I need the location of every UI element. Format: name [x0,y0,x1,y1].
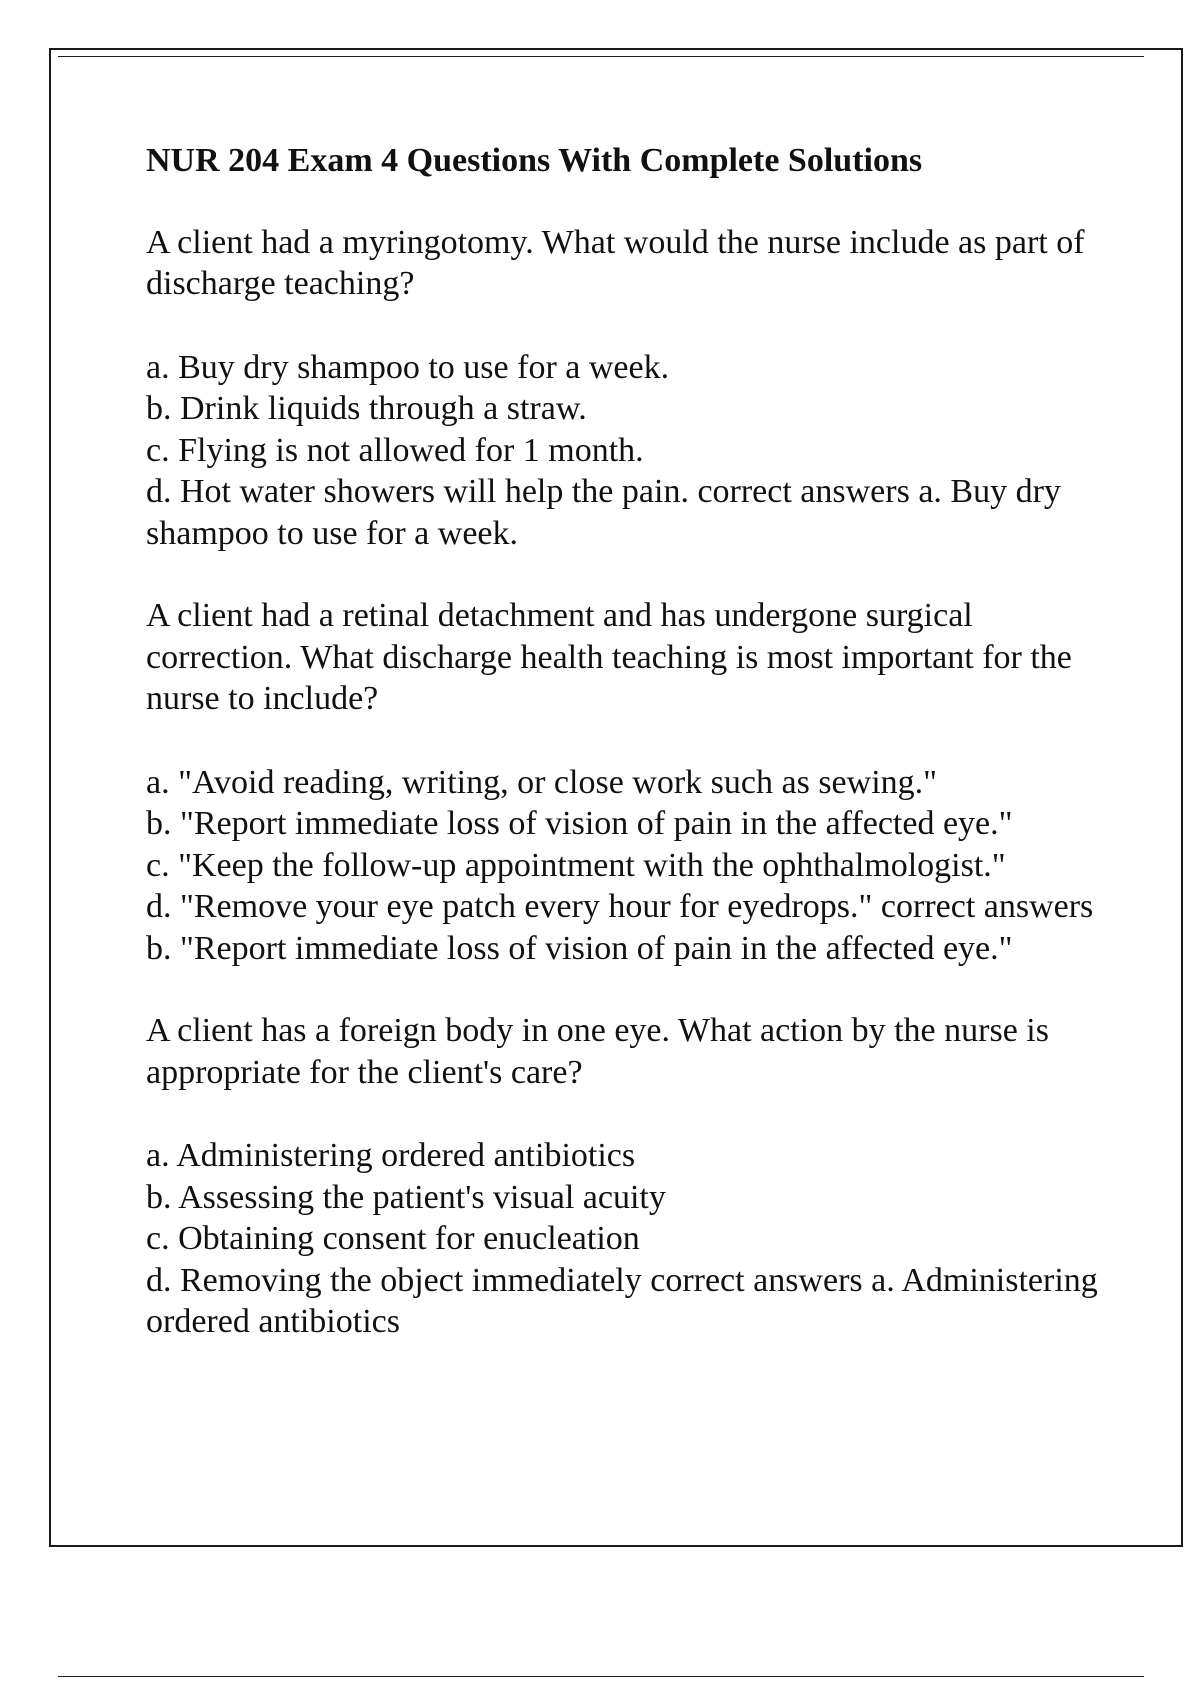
answer-option-d: d. Hot water showers will help the pain. [146,473,689,510]
answer-option-a: a. Administering ordered antibiotics [146,1137,636,1174]
answer-option-a: a. Buy dry shampoo to use for a week. [146,348,670,386]
top-rule [58,56,1144,57]
answer-option-b: b. "Report immediate loss of vision of pain in the affected eye." [146,805,1013,842]
bottom-rule [58,1676,1144,1677]
answer-option-d: d. "Remove your eye patch every hour for eyedrops." [146,888,873,925]
answer-option-d-with-answer [146,471,1106,554]
answer-option-d-with-answer [146,1260,1106,1343]
document-content [146,140,1106,1384]
document-title: NUR 204 Exam 4 Questions With Complete Solutions [146,142,923,179]
answer-option-a: a. "Avoid reading, writing, or close work such as sewing." [146,763,938,801]
answer-option-c: c. Obtaining consent for enucleation [146,1220,640,1257]
question-text: A client had a myringotomy. What would the nurse include as part of discharge teaching? [146,223,1085,302]
answer-option-c: c. "Keep the follow-up appointment with the ophthalmologist." [146,846,1006,884]
answer-option-c: c. Flying is not allowed for 1 month. [146,431,644,469]
answer-option-d: d. Removing the object immediately [146,1261,642,1299]
correct-answer: correct answers a. Buy dry shampoo to use for a week. [146,473,1061,552]
question-text: A client has a foreign body in one eye. What action by the nurse is appropriate for the client's care? [146,1012,1049,1091]
question-block-2 [146,595,1106,969]
answer-option-d-with-answer [146,886,1106,969]
question-block-1 [146,222,1106,555]
correct-answer: correct answers a. Administering ordered antibiotics [146,1261,1098,1340]
answer-option-b: b. Drink liquids through a straw. [146,390,587,427]
question-text: A client had a retinal detachment and has undergone surgical correction. What discharge health teaching is most important for the nurse to include? [146,597,1072,717]
answer-option-b: b. Assessing the patient's visual acuity [146,1178,666,1216]
question-block-3 [146,1010,1106,1343]
correct-answer: correct answers b. "Report immediate loss of vision of pain in the affected eye." [146,888,1094,967]
